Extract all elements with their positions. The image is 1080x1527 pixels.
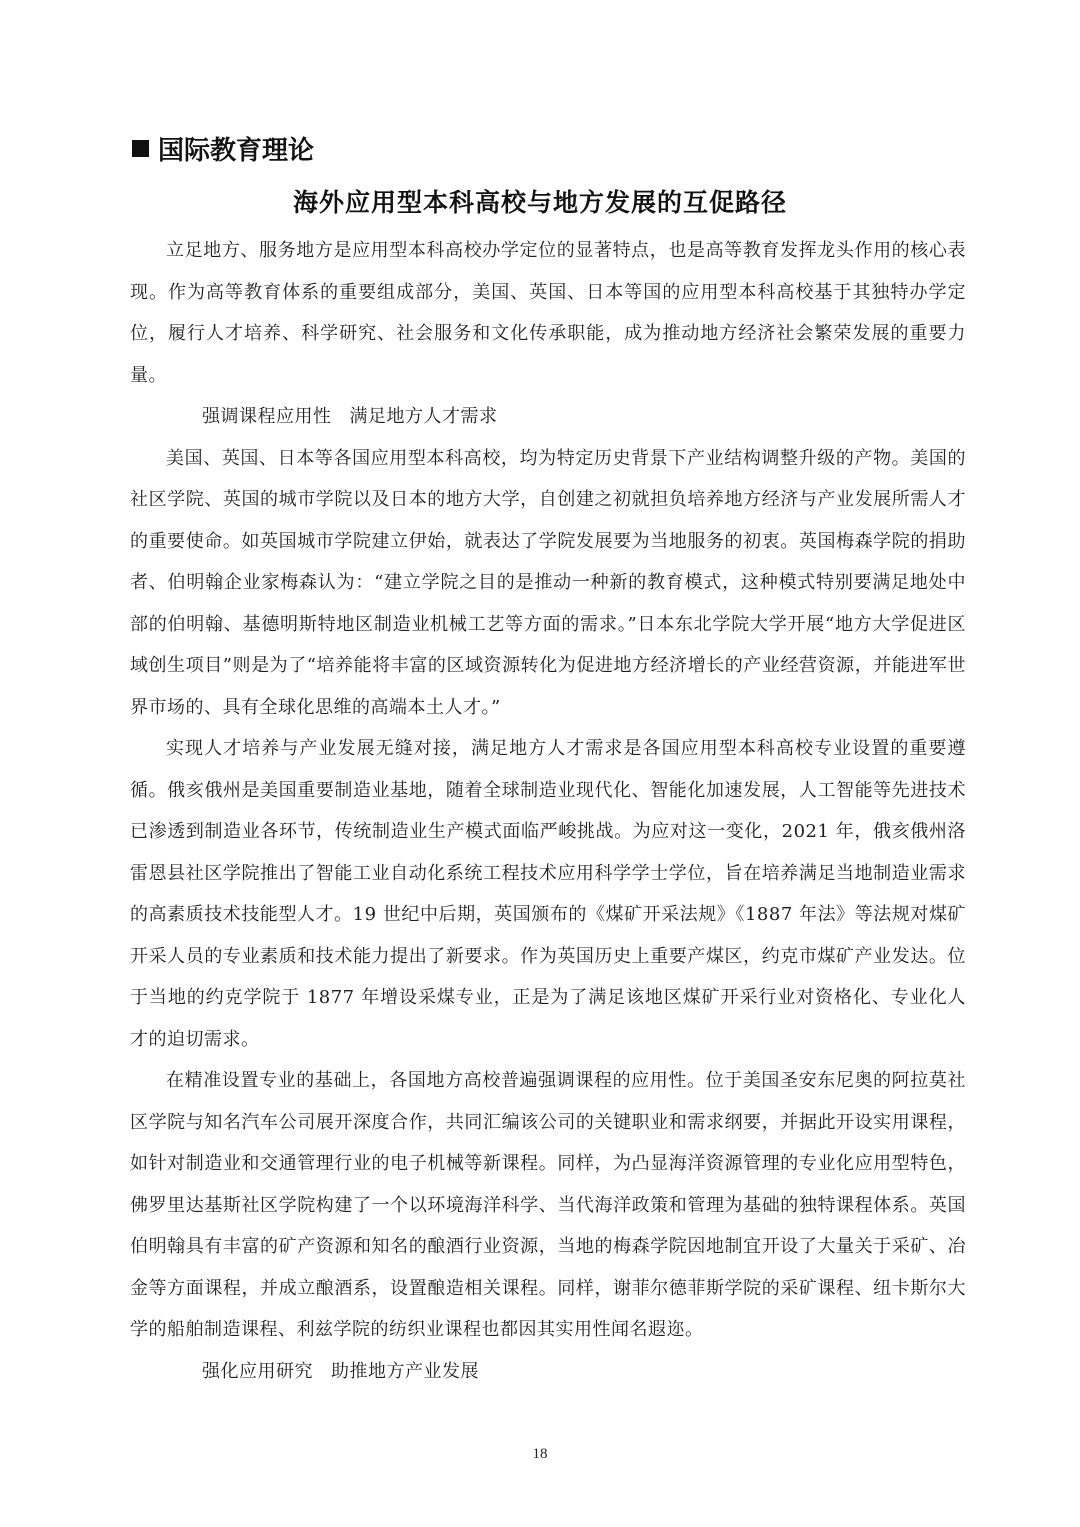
paragraph: 在精准设置专业的基础上，各国地方高校普遍强调课程的应用性。位于美国圣安东尼奥的阿拉莫社区学院与知名汽车公司展开深度合作，共同汇编该公司的关键职业和需求纲要，并据此开设实用课程，如针对制造业和交通管理行业的电子机械等新课程。同样，为凸显海洋资源管理的专业化应用型特色，佛罗里达基斯社区学院构建了一个以环境海洋科学、当代海洋政策和管理为基础的独特课程体系。英国伯明翰具有丰富的矿产资源和知名的酿酒行业资源，当地的梅森学院因地制宜开设了大量关于采矿、冶金等方面课程，并成立酿酒系，设置酿造相关课程。同样，谢菲尔德菲斯学院的采矿课程、纽卡斯尔大学的船舶制造课程、利兹学院的纺织业课程也都因其实用性闻名遐迩。 xyxy=(130,1070,966,1340)
subheading-part: 强调课程应用性 xyxy=(202,406,332,427)
paragraph: 实现人才培养与产业发展无缝对接，满足地方人才需求是各国应用型本科高校专业设置的重要遵循。俄亥俄州是美国重要制造业基地，随着全球制造业现代化、智能化加速发展，人工智能等先进技术已渗透到制造业各环节，传统制造业生产模式面临严峻挑战。为应对这一变化，2021 年，俄亥俄州洛雷恩县社区学院推出了智能工业自动化系统工程技术应用科学学士学位，旨在培养满足当地制造业需求的高素质技术技能型人才。19 世纪中后期，英国颁布的《煤矿开采法规》《1887 年法》等法规对煤矿开采人员的专业素质和技术能力提出了新要求。作为英国历史上重要产煤区，约克市煤矿产业发达。位于当地的约克学院于 1877 年增设采煤专业，正是为了满足该地区煤矿开采行业对资格化、专业化人才的迫切需求。 xyxy=(130,738,966,1050)
paragraph: 美国、英国、日本等各国应用型本科高校，均为特定历史背景下产业结构调整升级的产物。美国的社区学院、英国的城市学院以及日本的地方大学，自创建之初就担负培养地方经济与产业发展所需人才的重要使命。如英国城市学院建立伊始，就表达了学院发展要为当地服务的初衷。英国梅森学院的捐助者、伯明翰企业家梅森认为：“建立学院之目的是推动一种新的教育模式，这种模式特别要满足地处中部的伯明翰、基德明斯特地区制造业机械工艺等方面的需求。”日本东北学院大学开展“地方大学促进区域创生项目”则是为了“培养能将丰富的区域资源转化为促进地方经济增长的产业经营资源，并能进军世界市场的、具有全球化思维的高端本土人才。” xyxy=(130,447,966,718)
section-label: 国际教育理论 xyxy=(158,135,315,166)
subheading-part: 满足地方人才需求 xyxy=(349,406,498,427)
subheading-part: 强化应用研究 xyxy=(202,1360,313,1382)
page-number: 18 xyxy=(532,1446,548,1462)
article-body xyxy=(130,230,966,1392)
filled-square-icon xyxy=(132,140,149,157)
subheading xyxy=(130,396,966,438)
section-header xyxy=(132,128,314,168)
article-title: 海外应用型本科高校与地方发展的互促路径 xyxy=(292,188,787,217)
subheading-part: 助推地方产业发展 xyxy=(331,1360,479,1382)
subheading xyxy=(130,1351,966,1393)
paragraph: 立足地方、服务地方是应用型本科高校办学定位的显著特点，也是高等教育发挥龙头作用的核心表现。作为高等教育体系的重要组成部分，美国、英国、日本等国的应用型本科高校基于其独特办学定位，履行人才培养、科学研究、社会服务和文化传承职能，成为推动地方经济社会繁荣发展的重要力量。 xyxy=(130,240,966,386)
